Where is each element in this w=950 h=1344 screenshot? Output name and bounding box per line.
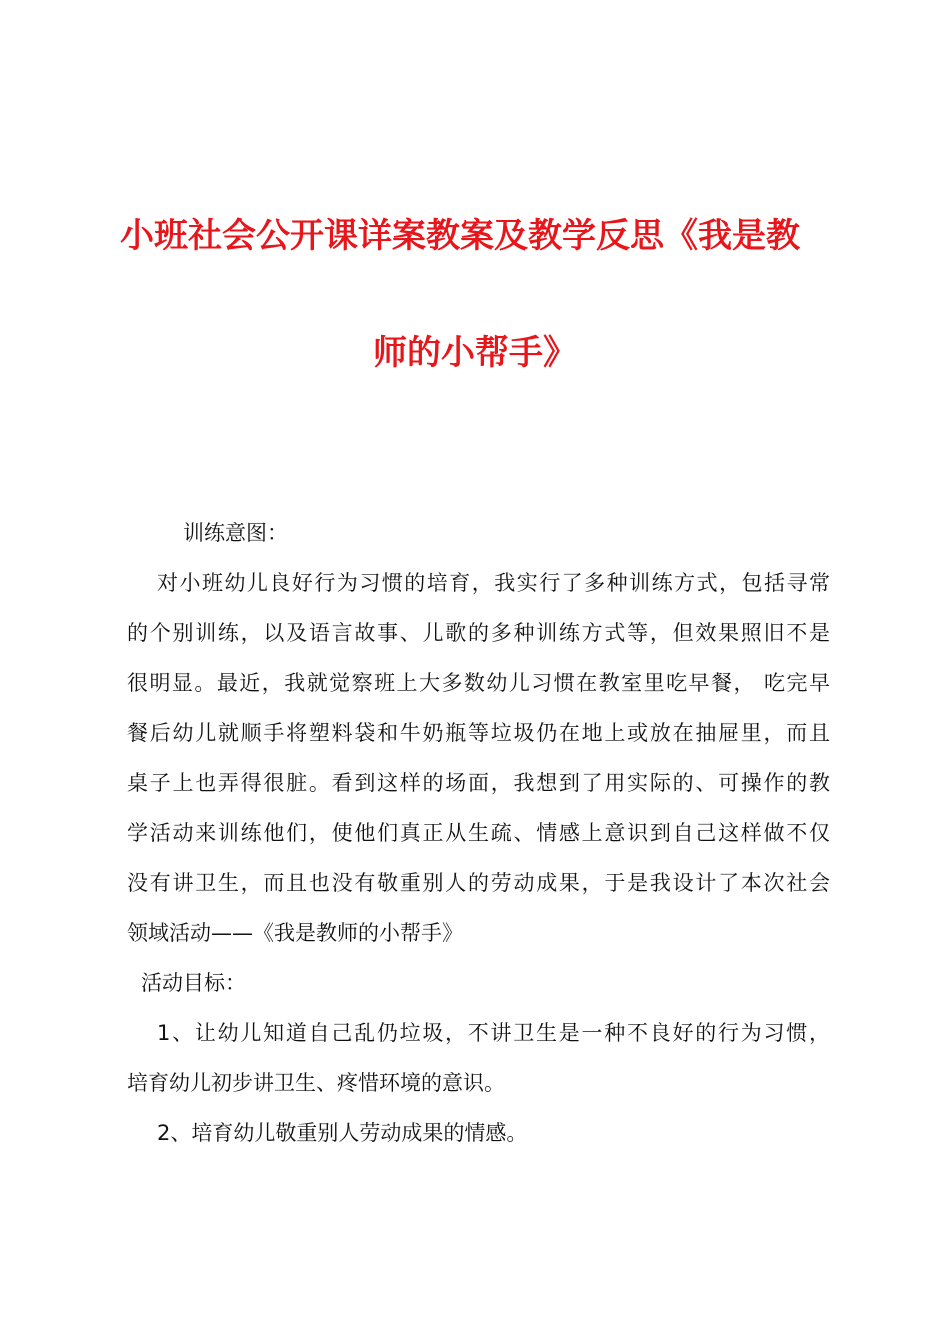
intent-paragraph-line: 桌子上也弄得很脏。看到这样的场面，我想到了用实际的、可操作的教 [127, 771, 830, 795]
goal-2-line: 2、培育幼儿敬重别人劳动成果的情感。 [157, 1121, 528, 1145]
goal-1-line: 培育幼儿初步讲卫生、疼惜环境的意识。 [127, 1071, 505, 1095]
document-title-line-1: 小班社会公开课详案教案及教学反思《我是教 [120, 216, 800, 256]
goal-1-line: 1、让幼儿知道自己乱仍垃圾，不讲卫生是一种不良好的行为习惯， [157, 1021, 830, 1045]
intent-paragraph-line: 没有讲卫生，而且也没有敬重别人的劳动成果，于是我设计了本次社会 [127, 871, 830, 895]
intent-paragraph-line: 对小班幼儿良好行为习惯的培育，我实行了多种训练方式，包括寻常 [157, 571, 830, 595]
intent-paragraph-line: 的个别训练，以及语言故事、儿歌的多种训练方式等，但效果照旧不是 [127, 621, 830, 645]
intent-paragraph-line: 餐后幼儿就顺手将塑料袋和牛奶瓶等垃圾仍在地上或放在抽屉里，而且 [127, 721, 830, 745]
intent-paragraph-line: 领域活动——《我是教师的小帮手》 [127, 921, 463, 945]
intent-paragraph-line: 很明显。最近，我就觉察班上大多数幼儿习惯在教室里吃早餐， 吃完早 [127, 671, 830, 695]
document-title-line-2: 师的小帮手》 [373, 333, 577, 373]
intent-paragraph-line: 学活动来训练他们，使他们真正从生疏、情感上意识到自己这样做不仅 [127, 821, 830, 845]
section-heading-intent: 训练意图： [183, 521, 288, 545]
section-heading-goals: 活动目标： [141, 971, 246, 995]
